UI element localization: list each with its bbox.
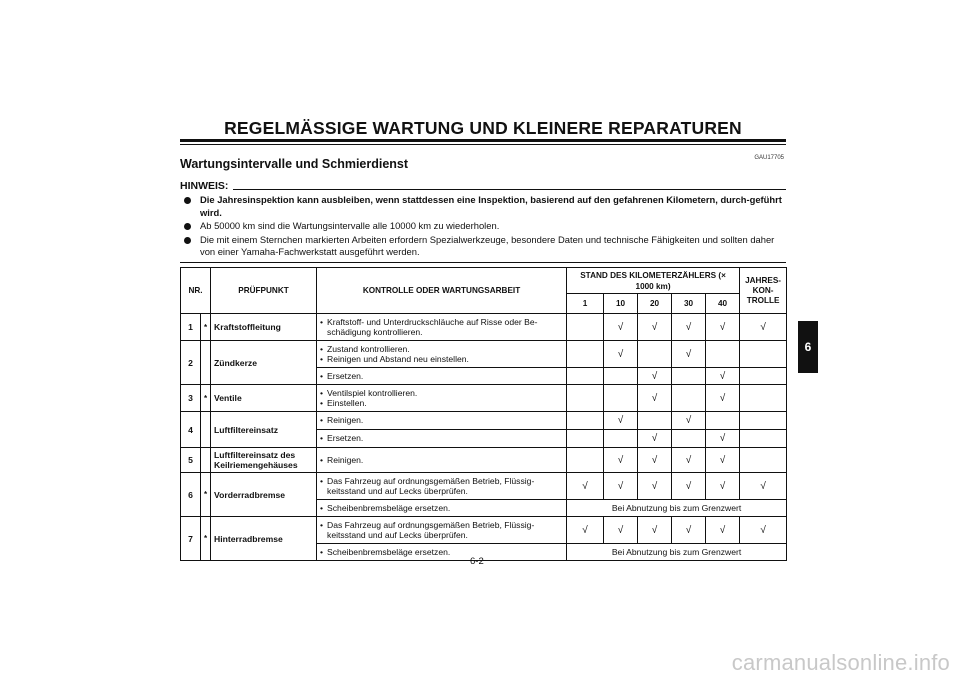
row-number: 1 <box>181 314 201 341</box>
header-item: PRÜFPUNKT <box>211 268 317 314</box>
note-item <box>184 234 786 259</box>
task-text: Das Fahrzeug auf ordnungsgemäßen Betrieb, Flüssig- <box>327 519 535 530</box>
bullet-icon: • <box>320 316 324 327</box>
task-text: Einstellen. <box>327 398 367 408</box>
header-annual-line: TROLLE <box>746 295 780 305</box>
header-annual-line: JAHRES- <box>745 275 782 285</box>
task-cell <box>317 368 567 385</box>
bullet-icon: • <box>320 343 324 354</box>
section-heading: Wartungsintervalle und Schmierdienst <box>180 157 409 171</box>
check-mark <box>740 385 787 412</box>
check-mark <box>740 412 787 430</box>
bullet-icon: • <box>320 502 324 513</box>
wear-limit-note: Bei Abnutzung bis zum Grenzwert <box>567 500 787 517</box>
check-mark: √ <box>740 473 787 500</box>
maintenance-table <box>180 267 787 561</box>
table-header-row <box>181 268 787 294</box>
check-mark <box>604 368 638 385</box>
task-cell <box>317 314 567 341</box>
check-mark <box>604 430 638 448</box>
check-mark: √ <box>740 314 787 341</box>
star-mark: * <box>201 385 211 412</box>
note-list <box>184 194 786 260</box>
check-mark <box>672 430 706 448</box>
table-row <box>181 473 787 500</box>
bullet-icon: • <box>320 433 324 444</box>
task-line <box>320 486 563 497</box>
check-mark <box>672 368 706 385</box>
item-name: Zündkerze <box>211 341 317 385</box>
bullet-icon: • <box>320 398 324 408</box>
check-mark: √ <box>638 448 672 473</box>
check-mark <box>567 448 604 473</box>
task-line <box>320 520 563 531</box>
header-km: 20 <box>638 294 672 314</box>
check-mark: √ <box>706 430 740 448</box>
task-cell <box>317 412 567 430</box>
check-mark: √ <box>706 368 740 385</box>
row-number: 4 <box>181 412 201 448</box>
check-mark: √ <box>604 473 638 500</box>
check-mark: √ <box>672 448 706 473</box>
task-line <box>320 354 563 365</box>
check-mark: √ <box>604 314 638 341</box>
task-cell <box>317 385 567 412</box>
task-line <box>320 476 563 487</box>
item-name: Kraftstoffleitung <box>211 314 317 341</box>
chapter-tab[interactable]: 6 <box>798 321 818 373</box>
bullet-icon: • <box>320 475 324 486</box>
header-annual-line: KON- <box>752 285 774 295</box>
task-text: schädigung kontrollieren. <box>327 327 423 337</box>
check-mark: √ <box>706 385 740 412</box>
bullet-icon: • <box>320 415 324 426</box>
check-mark: √ <box>672 473 706 500</box>
check-mark <box>740 448 787 473</box>
check-mark <box>672 385 706 412</box>
task-line <box>320 317 563 328</box>
bullet-icon <box>184 223 191 230</box>
table-row <box>181 517 787 544</box>
row-number: 5 <box>181 448 201 473</box>
header-annual <box>740 268 787 314</box>
check-mark: √ <box>604 448 638 473</box>
note-text: Die Jahresinspektion kann ausbleiben, wenn stattdessen eine Inspektion, basierend auf den gefahrenen Kilometern, durch-geführt wird. <box>200 194 782 218</box>
check-mark <box>706 341 740 368</box>
check-mark: √ <box>604 341 638 368</box>
task-line <box>320 433 563 444</box>
table-row <box>181 314 787 341</box>
task-text: Ersetzen. <box>327 370 364 381</box>
check-mark <box>567 430 604 448</box>
table-row <box>181 341 787 368</box>
row-number: 2 <box>181 341 201 385</box>
check-mark: √ <box>672 517 706 544</box>
table-row <box>181 448 787 473</box>
item-name: Hinterradbremse <box>211 517 317 561</box>
note-label: HINWEIS: <box>180 180 229 192</box>
header-odometer <box>567 268 740 294</box>
page-number: 6-2 <box>470 556 484 567</box>
check-mark: √ <box>706 448 740 473</box>
table-row <box>181 412 787 430</box>
check-mark: √ <box>638 314 672 341</box>
check-mark: √ <box>672 314 706 341</box>
header-km: 1 <box>567 294 604 314</box>
header-nr: NR. <box>181 268 211 314</box>
check-mark: √ <box>638 385 672 412</box>
task-cell <box>317 544 567 561</box>
note-end-rule <box>180 262 786 263</box>
task-text: Reinigen. <box>327 415 364 426</box>
bullet-icon <box>184 237 191 244</box>
check-mark <box>567 412 604 430</box>
table-row <box>181 385 787 412</box>
check-mark: √ <box>567 517 604 544</box>
task-cell <box>317 500 567 517</box>
check-mark: √ <box>706 473 740 500</box>
header-odometer-label: STAND DES KILOMETERZÄHLERS (× <box>580 270 726 280</box>
watermark: carmanualsonline.info <box>731 650 950 675</box>
task-line <box>320 503 563 514</box>
check-mark <box>638 341 672 368</box>
task-text: Kraftstoff- und Unterdruckschläuche auf Risse oder Be- <box>327 316 538 327</box>
note-item <box>184 220 786 233</box>
task-line <box>320 327 563 338</box>
check-mark: √ <box>604 412 638 430</box>
document-code: GAU17705 <box>754 155 784 161</box>
bullet-icon: • <box>320 546 324 557</box>
task-text: keitsstand und auf Lecks überprüfen. <box>327 530 468 540</box>
task-cell <box>317 473 567 500</box>
title-rule-thin <box>180 144 786 145</box>
item-name: Luftfiltereinsatz <box>211 412 317 448</box>
task-text: Ventilspiel kontrollieren. <box>327 387 418 398</box>
check-mark: √ <box>638 430 672 448</box>
check-mark: √ <box>604 517 638 544</box>
wear-limit-note: Bei Abnutzung bis zum Grenzwert <box>567 544 787 561</box>
star-mark <box>201 412 211 448</box>
check-mark <box>604 385 638 412</box>
row-number: 7 <box>181 517 201 561</box>
note-text: Die mit einem Sternchen markierten Arbeiten erfordern Spezialwerkzeuge, besondere Daten und technische Fähigkeiten und sollten daher von einer Yamaha-Fachwerkstatt ausgeführt werden. <box>200 233 775 257</box>
check-mark: √ <box>672 412 706 430</box>
item-name: Vorderradbremse <box>211 473 317 517</box>
note-text: Ab 50000 km sind die Wartungsintervalle alle 10000 km zu wiederholen. <box>200 220 500 231</box>
header-km: 10 <box>604 294 638 314</box>
star-mark: * <box>201 314 211 341</box>
item-name-line: Luftfiltereinsatz des <box>214 450 296 460</box>
check-mark <box>740 341 787 368</box>
task-text: Scheibenbremsbeläge ersetzen. <box>327 502 451 513</box>
header-odometer-unit: 1000 km) <box>635 281 671 291</box>
check-mark <box>740 430 787 448</box>
bullet-icon: • <box>320 454 324 465</box>
check-mark <box>638 412 672 430</box>
task-line <box>320 398 563 409</box>
bullet-icon: • <box>320 519 324 530</box>
check-mark: √ <box>706 517 740 544</box>
check-mark: √ <box>638 517 672 544</box>
task-line <box>320 388 563 399</box>
header-km: 30 <box>672 294 706 314</box>
task-line <box>320 547 563 558</box>
check-mark <box>567 341 604 368</box>
task-text: Zustand kontrollieren. <box>327 343 410 354</box>
item-name <box>211 448 317 473</box>
task-line <box>320 371 563 382</box>
check-mark <box>567 314 604 341</box>
title-rule <box>180 139 786 142</box>
task-line <box>320 344 563 355</box>
task-text: Scheibenbremsbeläge ersetzen. <box>327 546 451 557</box>
task-cell <box>317 341 567 368</box>
check-mark <box>567 385 604 412</box>
task-cell <box>317 430 567 448</box>
check-mark: √ <box>567 473 604 500</box>
task-text: Reinigen und Abstand neu einstellen. <box>327 354 469 364</box>
task-text: keitsstand und auf Lecks überprüfen. <box>327 486 468 496</box>
star-mark <box>201 448 211 473</box>
task-line <box>320 455 563 466</box>
bullet-icon: • <box>320 354 324 364</box>
star-mark <box>201 341 211 385</box>
bullet-icon <box>184 197 191 204</box>
task-text: Das Fahrzeug auf ordnungsgemäßen Betrieb, Flüssig- <box>327 475 535 486</box>
check-mark: √ <box>740 517 787 544</box>
check-mark: √ <box>638 368 672 385</box>
bullet-icon: • <box>320 370 324 381</box>
task-line <box>320 530 563 541</box>
header-km: 40 <box>706 294 740 314</box>
task-cell <box>317 448 567 473</box>
star-mark: * <box>201 473 211 517</box>
item-name-line: Keilriemengehäuses <box>214 460 298 470</box>
check-mark <box>567 368 604 385</box>
star-mark: * <box>201 517 211 561</box>
item-name: Ventile <box>211 385 317 412</box>
check-mark <box>740 368 787 385</box>
page-title: REGELMÄSSIGE WARTUNG UND KLEINERE REPARATUREN <box>224 118 742 138</box>
row-number: 3 <box>181 385 201 412</box>
check-mark: √ <box>706 314 740 341</box>
check-mark <box>706 412 740 430</box>
check-mark: √ <box>638 473 672 500</box>
note-rule <box>233 189 786 190</box>
check-mark: √ <box>672 341 706 368</box>
task-text: Ersetzen. <box>327 433 364 444</box>
note-item <box>184 194 786 219</box>
bullet-icon: • <box>320 387 324 398</box>
task-line <box>320 415 563 426</box>
row-number: 6 <box>181 473 201 517</box>
task-text: Reinigen. <box>327 454 364 465</box>
task-cell <box>317 517 567 544</box>
header-task: KONTROLLE ODER WARTUNGSARBEIT <box>317 268 567 314</box>
